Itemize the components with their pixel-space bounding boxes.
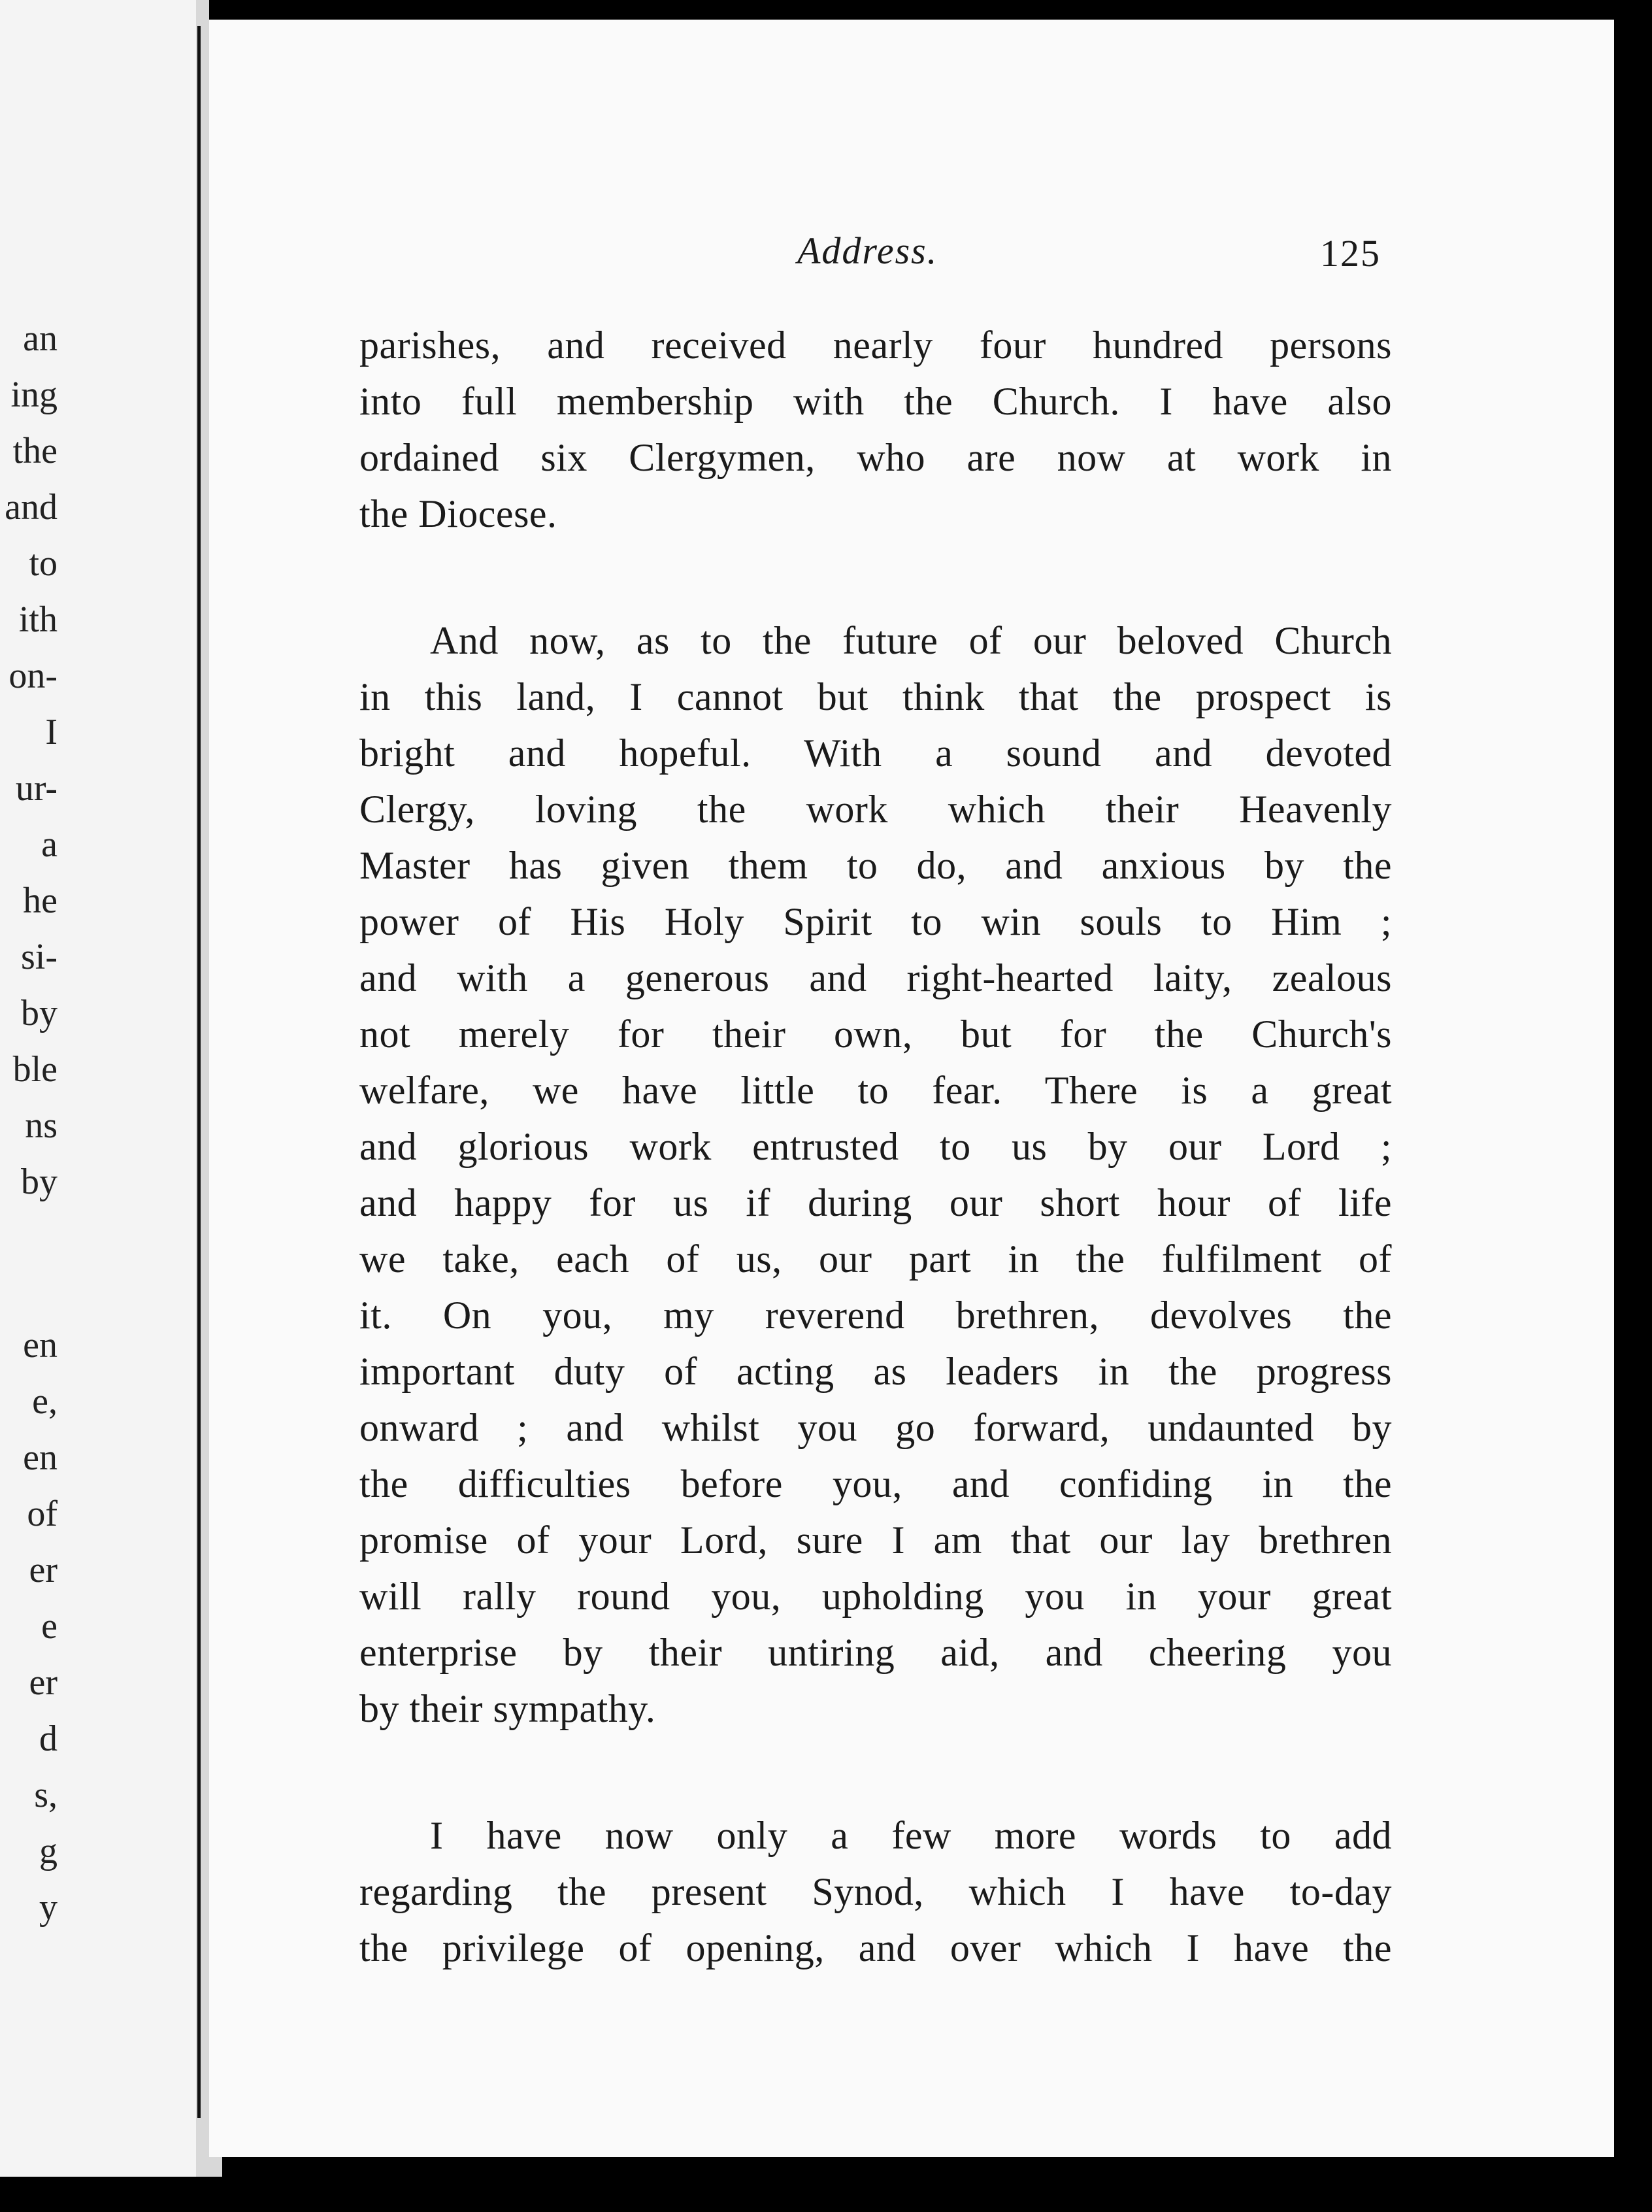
- facing-page-fragment: e,: [32, 1381, 58, 1422]
- facing-page-fragment: an: [23, 318, 58, 359]
- paragraph: [359, 1807, 1392, 1976]
- facing-page-fragment: to: [29, 543, 58, 584]
- facing-page-fragment: the: [12, 431, 58, 471]
- text-line: the privilege of opening, and over which I have the: [359, 1926, 1392, 1969]
- facing-page-fragment: by: [21, 993, 58, 1033]
- text-line: I have now only a few more words to add: [430, 1814, 1392, 1857]
- text-line: And now, as to the future of our beloved Church: [430, 619, 1392, 662]
- facing-page: [0, 0, 196, 2177]
- facing-page-fragment: ur-: [15, 768, 58, 809]
- text-line: important duty of acting as leaders in the progress: [359, 1350, 1392, 1393]
- page: [209, 20, 1621, 2157]
- text-line: onward ; and whilst you go forward, undaunted by: [359, 1406, 1392, 1449]
- text-line: enterprise by their untiring aid, and cheering you: [359, 1631, 1392, 1674]
- text-line: promise of your Lord, sure I am that our lay brethren: [359, 1518, 1392, 1562]
- text-line: Clergy, loving the work which their Heavenly: [359, 788, 1392, 831]
- facing-page-fragment: e: [41, 1606, 58, 1647]
- text-line: power of His Holy Spirit to win souls to Him ;: [359, 900, 1392, 943]
- text-line: into full membership with the Church. I have also: [359, 380, 1392, 423]
- text-line: by their sympathy.: [359, 1687, 656, 1730]
- running-head: [209, 229, 1621, 281]
- facing-page-fragment: a: [41, 824, 58, 865]
- text-line: we take, each of us, our part in the fulfilment of: [359, 1237, 1392, 1281]
- text-line: welfare, we have little to fear. There is a great: [359, 1069, 1392, 1112]
- facing-page-fragment: s,: [34, 1775, 58, 1815]
- text-line: the Diocese.: [359, 492, 557, 535]
- text-line: will rally round you, upholding you in your great: [359, 1575, 1392, 1618]
- facing-page-fragment: on-: [8, 656, 58, 696]
- facing-page-fragment: and: [5, 487, 58, 528]
- facing-page-fragment: y: [39, 1887, 58, 1928]
- text-line: parishes, and received nearly four hundred persons: [359, 324, 1392, 367]
- page-number: 125: [1320, 232, 1381, 275]
- text-line: in this land, I cannot but think that the prospect is: [359, 675, 1392, 718]
- text-line: and happy for us if during our short hour of life: [359, 1181, 1392, 1224]
- paragraph: [359, 612, 1392, 1737]
- text-line: Master has given them to do, and anxious by the: [359, 844, 1392, 887]
- facing-page-fragment: g: [39, 1831, 58, 1871]
- text-line: regarding the present Synod, which I have to-day: [359, 1870, 1392, 1913]
- facing-page-fragment: en: [23, 1325, 58, 1366]
- text-line: and with a generous and right-hearted laity, zealous: [359, 956, 1392, 999]
- text-line: and glorious work entrusted to us by our Lord ;: [359, 1125, 1392, 1168]
- gutter-shadow-line: [197, 26, 201, 2118]
- text-line: ordained six Clergymen, who are now at work in: [359, 436, 1392, 479]
- text-line: the difficulties before you, and confiding in the: [359, 1462, 1392, 1505]
- text-line: not merely for their own, but for the Church's: [359, 1013, 1392, 1056]
- running-title: Address.: [797, 229, 938, 272]
- body-text: [359, 317, 1392, 2047]
- facing-page-fragment: en: [23, 1437, 58, 1478]
- facing-page-fragment: of: [27, 1494, 58, 1534]
- facing-page-fragment: he: [23, 880, 58, 921]
- facing-page-fragment: ith: [18, 599, 58, 640]
- text-line: bright and hopeful. With a sound and devoted: [359, 731, 1392, 775]
- scan-right-border: [1614, 20, 1652, 2212]
- facing-page-fragment: I: [45, 712, 58, 752]
- facing-page-fragment: er: [29, 1662, 58, 1703]
- facing-page-fragment: ns: [25, 1105, 58, 1146]
- facing-page-fragment: si-: [21, 937, 58, 977]
- facing-page-fragment: ing: [10, 375, 58, 415]
- text-line: it. On you, my reverend brethren, devolves the: [359, 1294, 1392, 1337]
- facing-page-fragment: by: [21, 1162, 58, 1202]
- facing-page-fragment: d: [39, 1718, 58, 1759]
- facing-page-fragment: ble: [12, 1049, 58, 1090]
- paragraph: [359, 317, 1392, 542]
- facing-page-fragment: er: [29, 1550, 58, 1590]
